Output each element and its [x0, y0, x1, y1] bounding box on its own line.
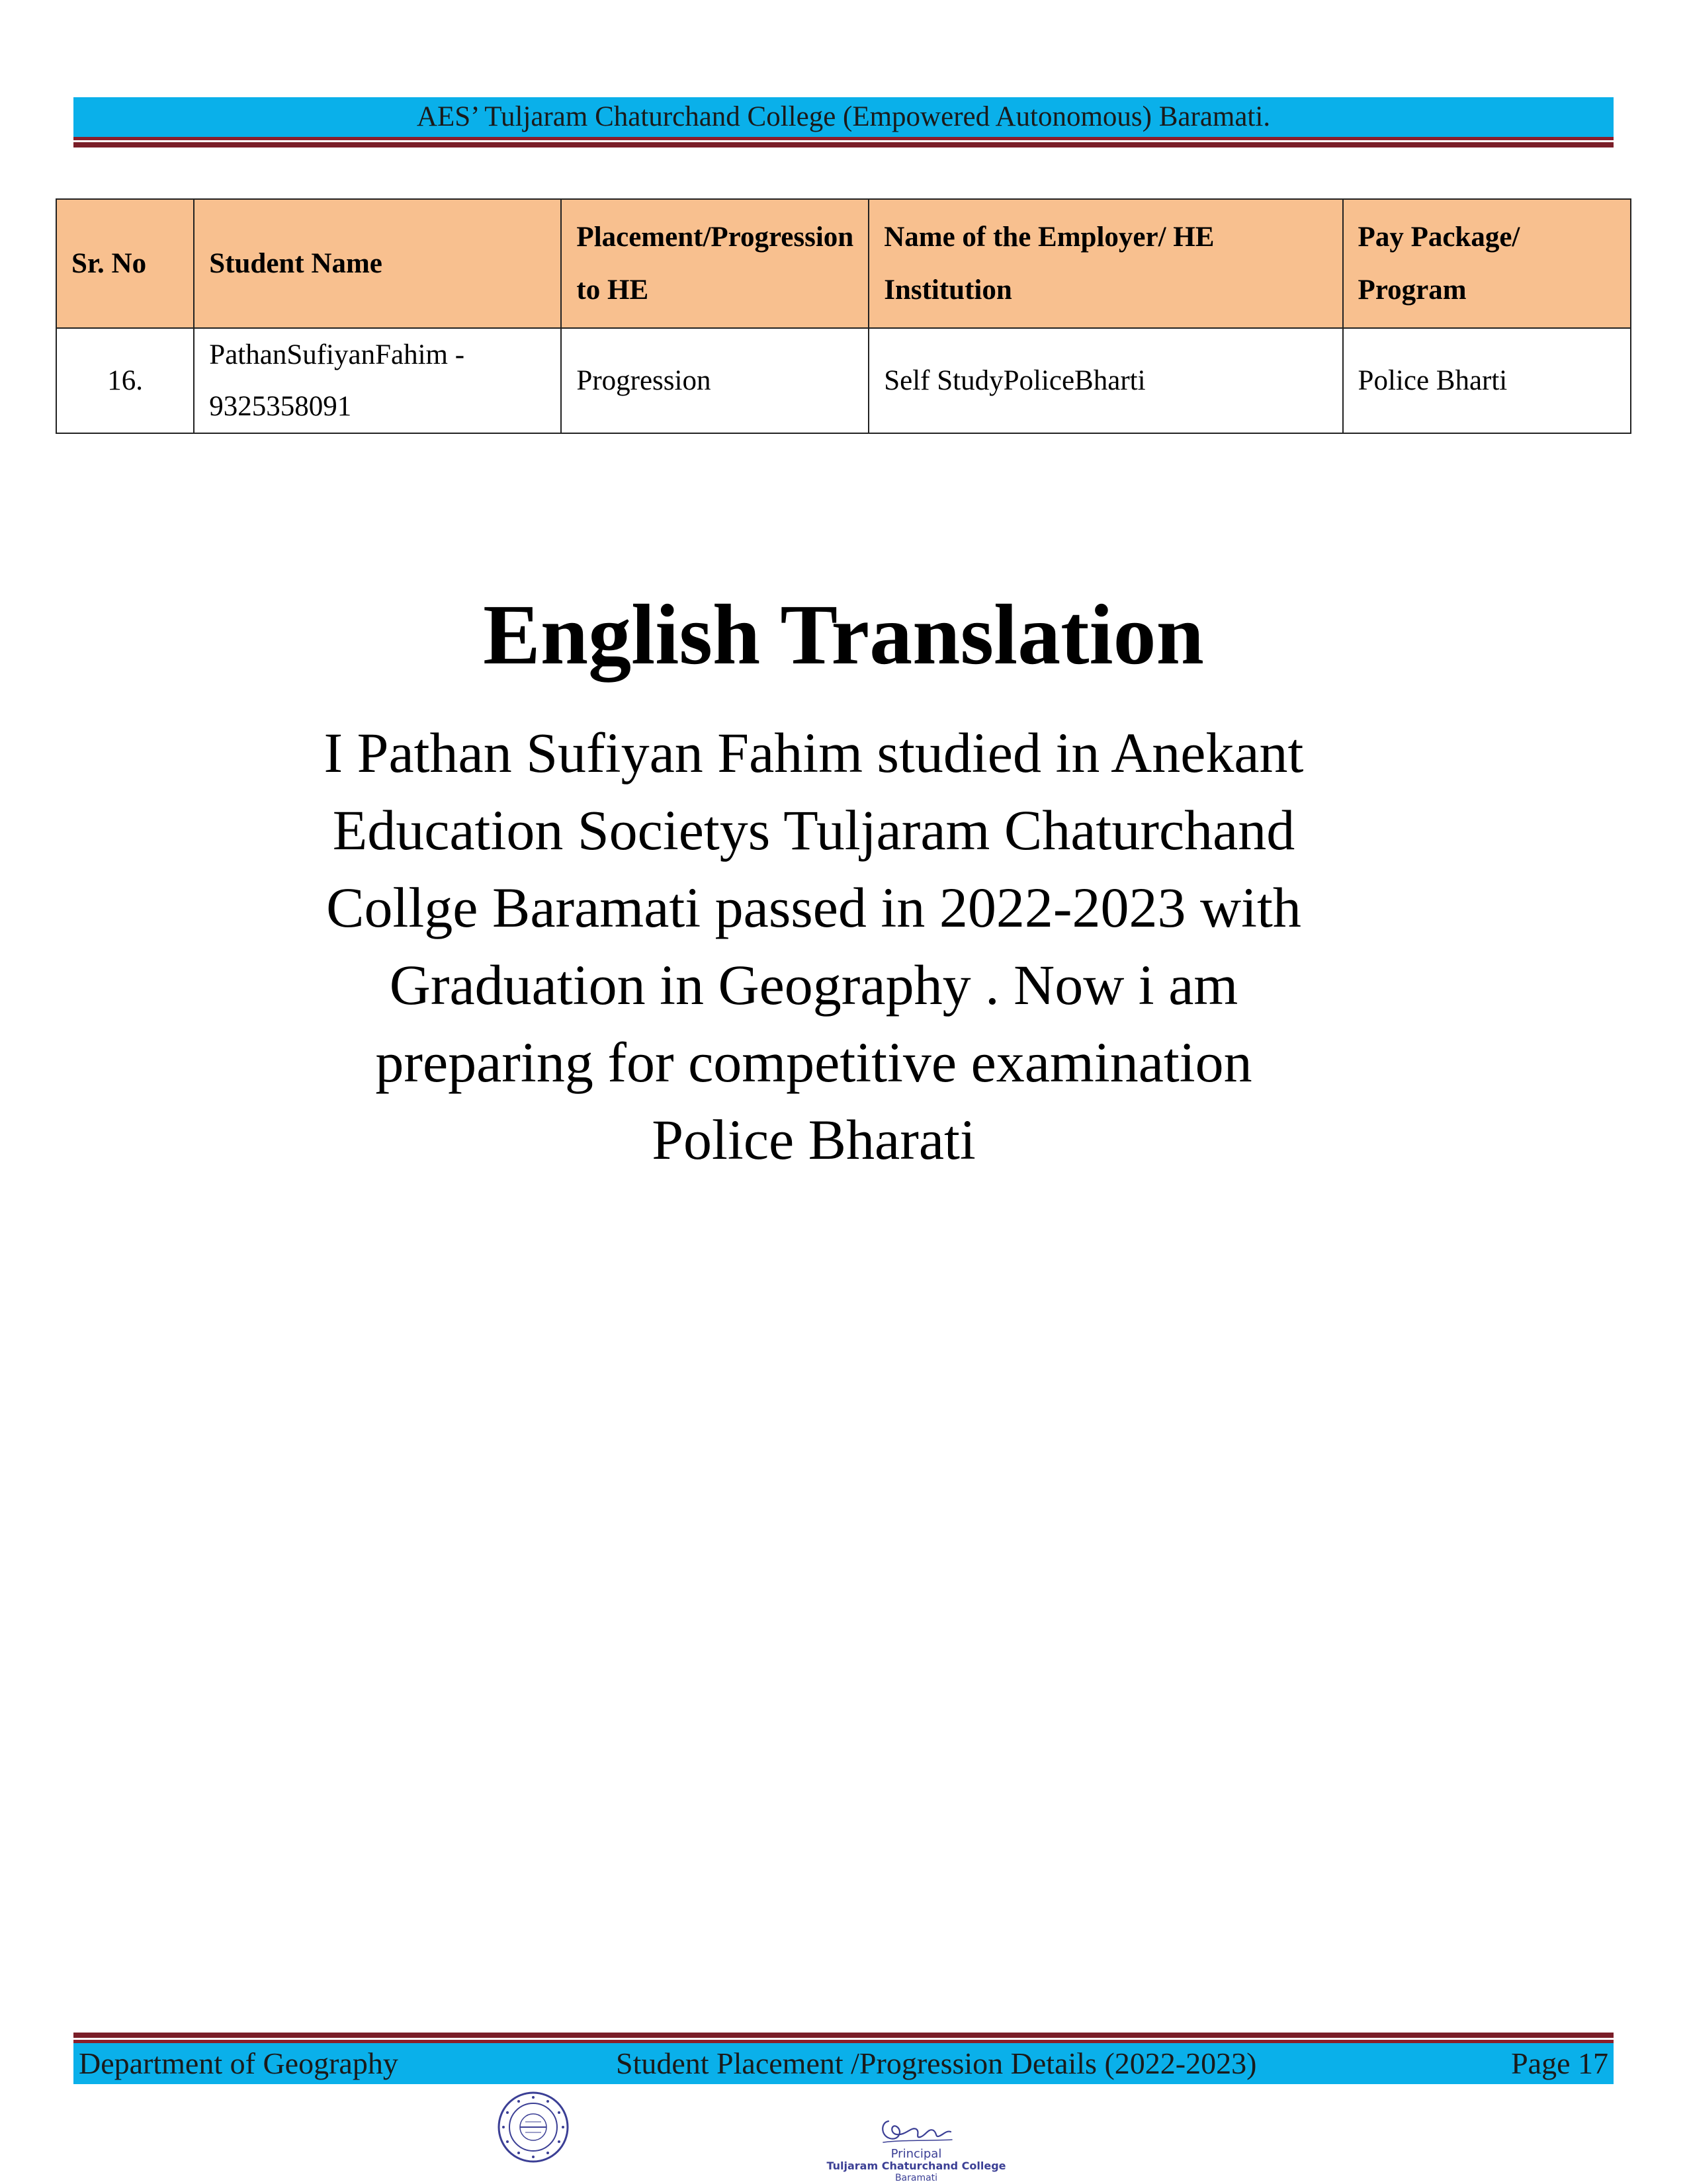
signature-title: Principal	[890, 2147, 942, 2161]
table-header-row	[56, 199, 1631, 328]
translation-line: Police Bharati	[652, 1108, 976, 1171]
header-divider	[73, 137, 1614, 147]
signature-college: Tuljaram Chaturchand College	[826, 2160, 1006, 2172]
translation-line: Graduation in Geography . Now i am	[389, 953, 1238, 1017]
translation-line: preparing for competitive examination	[375, 1030, 1252, 1094]
cell-placement: Progression	[561, 328, 869, 433]
page-footer	[73, 2043, 1614, 2084]
translation-line: Collge Baramati passed in 2022-2023 with	[326, 876, 1301, 939]
translation-line: I Pathan Sufiyan Fahim studied in Anekant	[324, 721, 1304, 784]
signature-place: Baramati	[894, 2173, 938, 2183]
placement-table	[56, 198, 1631, 434]
cell-employer: Self StudyPoliceBharti	[869, 328, 1342, 433]
cell-pay-package: Police Bharti	[1343, 328, 1631, 433]
column-header-student-name: Student Name	[194, 199, 561, 328]
cell-sr-no: 16.	[56, 328, 194, 433]
translation-title: English Translation	[483, 587, 1204, 683]
page-header	[73, 97, 1614, 137]
cell-student-name: PathanSufiyanFahim - 9325358091	[194, 328, 561, 433]
principal-signature-icon	[877, 2113, 956, 2150]
signature-block	[820, 2148, 1012, 2184]
header-title: AES’ Tuljaram Chaturchand College (Empowered Autonomous) Baramati.	[416, 101, 1271, 132]
translation-body	[218, 714, 1409, 1179]
college-stamp-icon	[496, 2090, 570, 2164]
column-header-employer: Name of the Employer/ HE Institution	[869, 199, 1342, 328]
footer-page-number: Page 17	[1511, 2046, 1608, 2080]
footer-title: Student Placement /Progression Details (2022-2023)	[616, 2046, 1257, 2080]
footer-department: Department of Geography	[79, 2046, 398, 2080]
table-row	[56, 328, 1631, 433]
column-header-pay-package: Pay Package/ Program	[1343, 199, 1631, 328]
column-header-placement: Placement/Progression to HE	[561, 199, 869, 328]
footer-divider	[73, 2033, 1614, 2043]
translation-line: Education Societys Tuljaram Chaturchand	[332, 798, 1295, 862]
column-header-sr-no: Sr. No	[56, 199, 194, 328]
